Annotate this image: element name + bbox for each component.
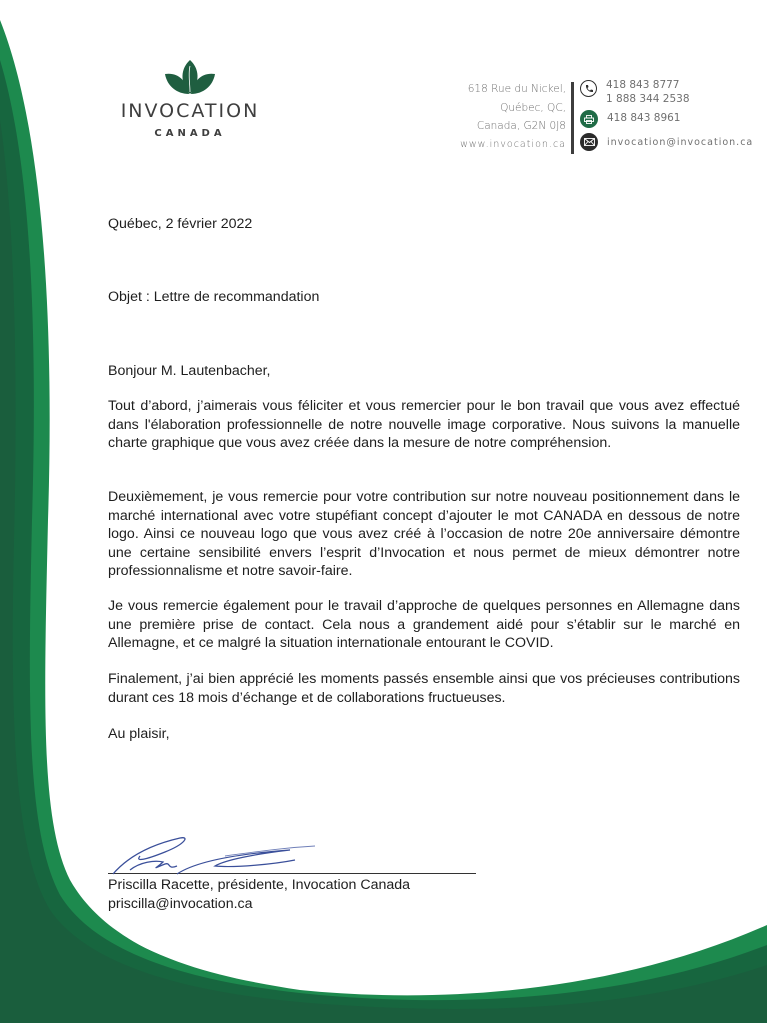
contact-block (580, 78, 753, 151)
paragraph-1 (108, 397, 740, 453)
address-line-1: 618 Rue du Nickel, (467, 83, 566, 95)
paragraph-text: Tout d’abord, j’aimerais vous féliciter et vous remercier pour le bon travail que vous avez effectué dans l'élaboration professionnelle de notre nouvelle image corporative. Nous suivons la manuelle charte graphique que vous avez créée dans la mesure de notre compréhension. (108, 398, 740, 451)
paragraph-4 (108, 670, 740, 707)
phone-number-2[interactable]: 1 888 344 2538 (606, 93, 690, 105)
company-logo (110, 58, 270, 139)
fax-icon (580, 110, 598, 128)
handwritten-signature (105, 832, 335, 877)
company-name: INVOCATION (120, 100, 260, 122)
email-link[interactable]: invocation@invocation.ca (607, 137, 754, 148)
phone-number-1[interactable]: 418 843 8777 (606, 79, 680, 91)
email-row (580, 130, 753, 151)
letter-subject: Objet : Lettre de recommandation (108, 289, 320, 305)
website-link[interactable]: www.invocation.ca (460, 138, 566, 150)
leaf-trio-icon (163, 58, 217, 98)
signer-email[interactable]: priscilla@invocation.ca (108, 896, 253, 912)
address-line-2: Québec, QC, (500, 101, 566, 114)
paragraph-3 (108, 597, 740, 653)
letter-closing: Au plaisir, (108, 726, 170, 742)
paragraph-2 (108, 488, 740, 581)
signer-name-title: Priscilla Racette, présidente, Invocation Canada (108, 877, 411, 893)
paragraph-text: Deuxièmement, je vous remercie pour votre contribution sur notre nouveau positionnement dans le marché international avec votre stupéfiant concept d’ajouter le mot CANADA en dessous de notre logo. Ainsi ce nouveau logo que vous avez créé à l’occasion de notre 20e anniversaire démontre une certaine sensibilité envers l’esprit d’Invocation et nous permet de mieux démontrer notre professionnalisme et notre savoir-faire. (108, 489, 740, 579)
company-subtitle: CANADA (154, 128, 226, 139)
phone-row (580, 78, 753, 106)
signer-block (108, 876, 410, 914)
letter-greeting: Bonjour M. Lautenbacher, (108, 363, 271, 379)
paragraph-text: Je vous remercie également pour le travail d’approche de quelques personnes en Allemagne dans une première prise de contact. Cela nous a grandement aidé pour s’établir sur le marché en Allemagne, et ce malgré la situation internationale entourant le COVID. (108, 598, 740, 651)
fax-row (580, 108, 753, 128)
paragraph-text: Finalement, j’ai bien apprécié les moments passés ensemble ainsi que vos précieuses contributions durant ces 18 mois d’échange et de collaborations fructueuses. (108, 671, 740, 706)
header-divider (571, 82, 574, 154)
phone-icon (580, 80, 597, 97)
letter-date: Québec, 2 février 2022 (108, 216, 253, 232)
address-line-3: Canada, G2N 0J8 (476, 120, 566, 132)
fax-number[interactable]: 418 843 8961 (607, 112, 681, 124)
envelope-icon (580, 133, 598, 151)
company-address (440, 80, 566, 154)
